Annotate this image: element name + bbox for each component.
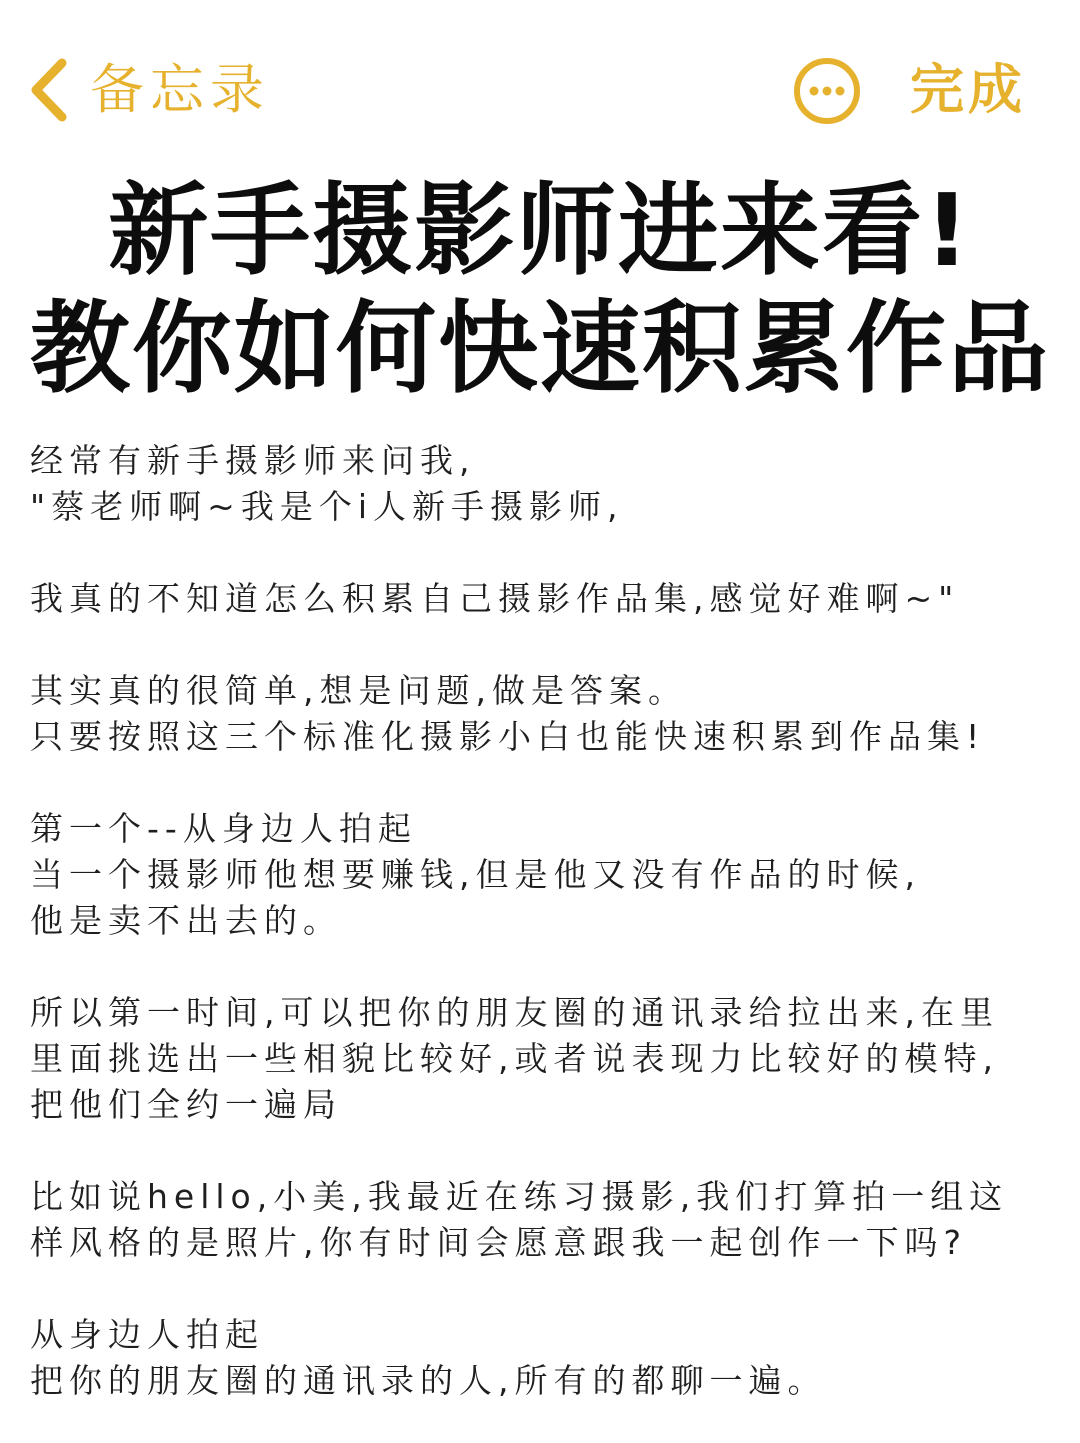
chevron-left-icon [28, 57, 68, 123]
body-line: "蔡老师啊~我是个i人新手摄影师, [30, 487, 624, 526]
body-line [30, 1266, 1060, 1312]
more-options-button[interactable] [792, 56, 862, 126]
title-line-2: 教你如何快速积累作品 [30, 290, 1050, 407]
back-label: 备忘录 [90, 58, 270, 121]
body-line: 比如说hello,小美,我最近在练习摄影,我们打算拍一组这 [30, 1177, 1009, 1216]
body-line: 经常有新手摄影师来问我, [30, 441, 476, 480]
body-line: 样风格的是照片,你有时间会愿意跟我一起创作一下吗? [30, 1223, 968, 1262]
body-line [30, 944, 1060, 990]
body-line: 我真的不知道怎么积累自己摄影作品集,感觉好难啊~" [30, 579, 960, 618]
body-line [30, 530, 1060, 576]
back-button[interactable] [28, 52, 270, 128]
note-title [0, 172, 1080, 408]
body-line: 里面挑选出一些相貌比较好,或者说表现力比较好的模特, [30, 1039, 999, 1078]
body-line [30, 1128, 1060, 1174]
body-line: 只要按照这三个标准化摄影小白也能快速积累到作品集! [30, 717, 986, 756]
body-line: 把你的朋友圈的通讯录的人,所有的都聊一遍。 [30, 1361, 827, 1400]
body-line [30, 760, 1060, 806]
title-line-1: 新手摄影师进来看! [108, 172, 972, 289]
body-line: 其实真的很简单,想是问题,做是答案。 [30, 671, 687, 710]
body-line: 把他们全约一遍局 [30, 1085, 342, 1124]
done-button[interactable]: 完成 [910, 58, 1026, 121]
body-line: 当一个摄影师他想要赚钱,但是他又没有作品的时候, [30, 855, 921, 894]
body-line [30, 622, 1060, 668]
body-line: 从身边人拍起 [30, 1315, 264, 1354]
body-line: 第一个--从身边人拍起 [30, 809, 417, 848]
more-horizontal-circle-icon [792, 56, 862, 126]
navigation-bar [0, 0, 1080, 170]
note-body[interactable] [30, 438, 1060, 1404]
body-line: 他是卖不出去的。 [30, 901, 342, 940]
body-line: 所以第一时间,可以把你的朋友圈的通讯录给拉出来,在里 [30, 993, 999, 1032]
